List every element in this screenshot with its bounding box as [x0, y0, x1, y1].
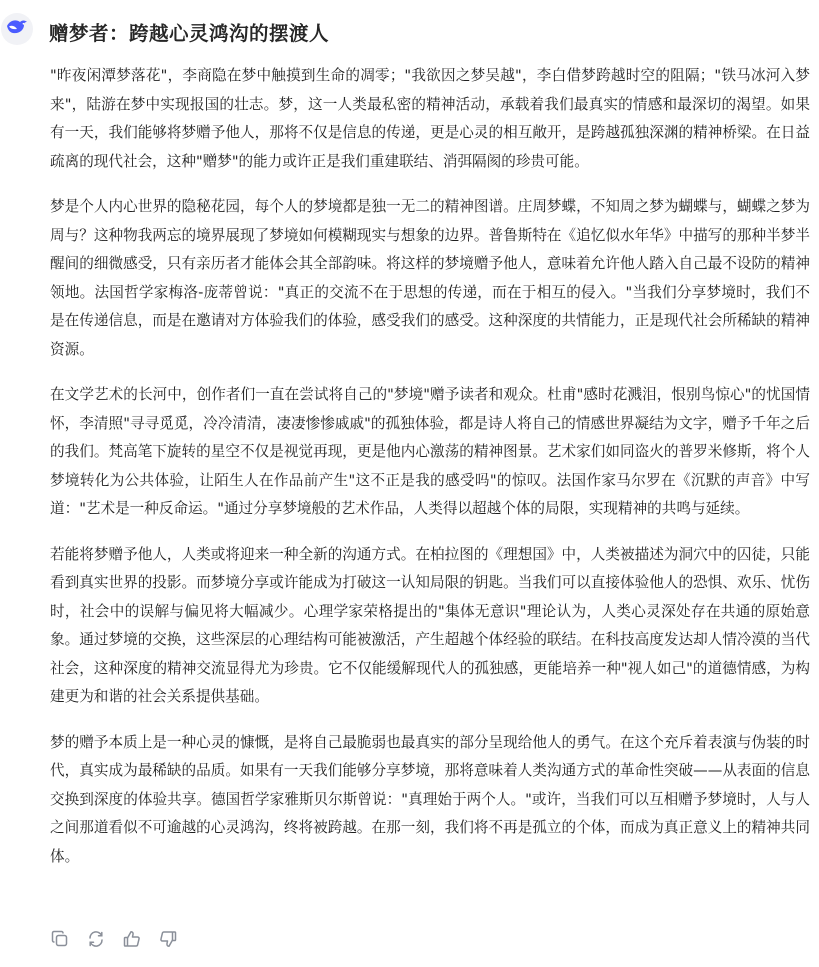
dove-icon: [5, 17, 29, 41]
regenerate-button[interactable]: [86, 929, 106, 949]
paragraph-5: 梦的赠予本质上是一种心灵的慷慨，是将自己最脆弱也最真实的部分呈现给他人的勇气。在这个充斥着表演与伪装的时代，真实成为最稀缺的品质。如果有一天我们能够分享梦境，那将意味着人类沟通方式的革命性突破——从表面的信息交换到深度的体验共享。德国哲学家雅斯贝尔斯曾说："真理始于两个人。"或许，当我们可以互相赠予梦境时，人与人之间那道看似不可逾越的心灵鸿沟，终将被跨越。在那一刻，我们将不再是孤立的个体，而成为真正意义上的精神共同体。: [50, 733, 810, 865]
paragraph-2: 梦是个人内心世界的隐秘花园，每个人的梦境都是独一无二的精神图谱。庄周梦蝶，不知周之梦为蝴蝶与，蝴蝶之梦为周与？这种物我两忘的境界展现了梦境如何模糊现实与想象的边界。普鲁斯特在《追忆似水年华》中描写的那种半梦半醒间的细微感受，只有亲历者才能体会其全部韵味。将这样的梦境赠予他人，意味着允许他人踏入自己最不设防的精神领地。法国哲学家梅洛-庞蒂曾说："真正的交流不在于思想的传递，而在于相互的侵入。"当我们分享梦境时，我们不是在传递信息，而是在邀请对方体验我们的体验，感受我们的感受。这种深度的共情能力，正是现代社会所稀缺的精神资源。: [50, 198, 810, 358]
paragraph-3: 在文学艺术的长河中，创作者们一直在尝试将自己的"梦境"赠予读者和观众。杜甫"感时花溅泪，恨别鸟惊心"的忧国情怀，李清照"寻寻觅觅，冷冷清清，凄凄惨惨戚戚"的孤独体验，都是诗人将自己的情感世界凝结为文字，赠予千年之后的我们。梵高笔下旋转的星空不仅是视觉再现，更是他内心激荡的精神图景。艺术家们如同盗火的普罗米修斯，将个人梦境转化为公共体验，让陌生人在作品前产生"这不正是我的感受吗"的惊叹。法国作家马尔罗在《沉默的声音》中写道："艺术是一种反命运。"通过分享梦境般的艺术作品，人类得以超越个体的局限，实现精神的共鸣与延续。: [50, 386, 810, 517]
response-title: 赠梦者：跨越心灵鸿沟的摆渡人: [49, 22, 330, 45]
paragraph-4: 若能将梦赠予他人，人类或将迎来一种全新的沟通方式。在柏拉图的《理想国》中，人类被描述为洞穴中的囚徒，只能看到真实世界的投影。而梦境分享或许能成为打破这一认知局限的钥匙。当我们可以直接体验他人的恐惧、欢乐、忧伤时，社会中的误解与偏见将大幅减少。心理学家荣格提出的"集体无意识"理论认为，人类心灵深处存在共通的原始意象。通过梦境的交换，这些深层的心理结构可能被激活，产生超越个体经验的联结。在科技高度发达却人情冷漠的当代社会，这种深度的精神交流显得尤为珍贵。它不仅能缓解现代人的孤独感，更能培养一种"视人如己"的道德情感，为构建更为和谐的社会关系提供基础。: [50, 545, 810, 705]
thumbs-up-icon: [123, 930, 141, 948]
response-actions: [50, 929, 178, 949]
assistant-avatar: [1, 13, 33, 45]
thumbs-down-button[interactable]: [158, 929, 178, 949]
response-body: [50, 62, 810, 888]
thumbs-up-button[interactable]: [122, 929, 142, 949]
regenerate-icon: [87, 930, 105, 948]
thumbs-down-icon: [159, 930, 177, 948]
copy-icon: [51, 930, 69, 948]
copy-button[interactable]: [50, 929, 70, 949]
paragraph-1: "昨夜闲潭梦落花"，李商隐在梦中触摸到生命的凋零；"我欲因之梦吴越"，李白借梦跨越时空的阻隔；"铁马冰河入梦来"，陆游在梦中实现报国的壮志。梦，这一人类最私密的精神活动，承载着我们最真实的情感和最深切的渴望。如果有一天，我们能够将梦赠予他人，那将不仅是信息的传递，更是心灵的相互敞开，是跨越孤独深渊的精神桥梁。在日益疏离的现代社会，这种"赠梦"的能力或许正是我们重建联结、消弭隔阂的珍贵可能。: [50, 67, 810, 170]
